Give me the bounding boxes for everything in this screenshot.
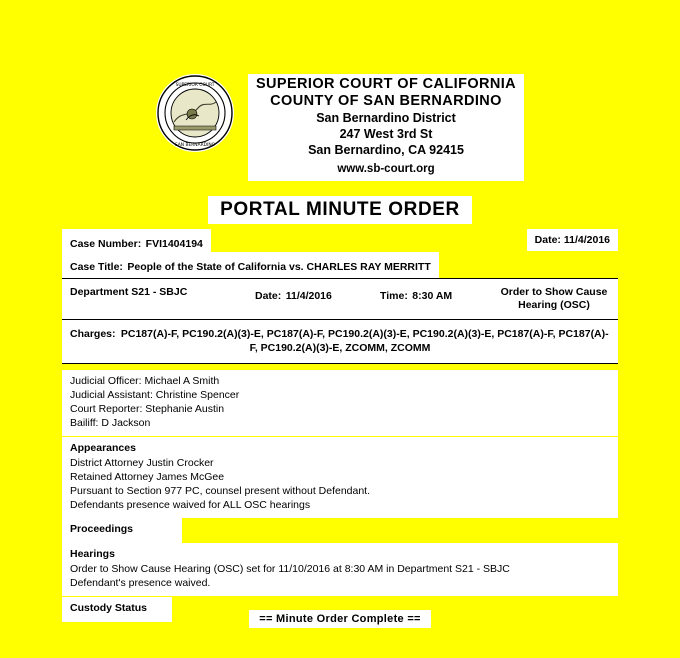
judicial-officer: Judicial Officer: Michael A Smith	[70, 375, 220, 387]
svg-text:SUPERIOR COURT: SUPERIOR COURT	[175, 83, 215, 88]
case-number-value: FVI1404194	[145, 238, 203, 250]
case-title-row	[62, 252, 618, 280]
hearing-type-line2: Hearing (OSC)	[518, 299, 590, 311]
hearing-time-value: 8:30 AM	[412, 290, 453, 302]
court-reporter: Court Reporter: Stephanie Austin	[70, 403, 225, 415]
court-city-state-zip: San Bernardino, CA 92415	[308, 143, 464, 157]
hearings-block	[62, 543, 618, 596]
court-name: SUPERIOR COURT OF CALIFORNIA	[255, 76, 517, 92]
case-title-value: People of the State of California vs. CHARLES RAY MERRITT	[127, 261, 431, 273]
footer-wrap	[0, 609, 680, 628]
document-header	[0, 74, 680, 181]
court-address-block	[248, 74, 524, 181]
bailiff: Bailiff: D Jackson	[70, 417, 151, 429]
judicial-assistant: Judicial Assistant: Christine Spencer	[70, 389, 240, 401]
court-website: www.sb-court.org	[337, 163, 435, 175]
charges-label: Charges:	[70, 328, 116, 340]
case-title-label: Case Title:	[70, 261, 123, 273]
hearing-line: Order to Show Cause Hearing (OSC) set for 11/10/2016 at 8:30 AM in Department S21 - SBJC	[70, 563, 510, 575]
case-number-label: Case Number:	[70, 238, 142, 250]
appearances-heading: Appearances	[70, 442, 136, 454]
proceedings-block	[62, 517, 182, 543]
page-title: PORTAL MINUTE ORDER	[208, 196, 472, 224]
appearance-line: Pursuant to Section 977 PC, counsel present without Defendant.	[70, 485, 371, 497]
court-district: San Bernardino District	[316, 111, 456, 125]
court-county: COUNTY OF SAN BERNARDINO	[270, 93, 502, 109]
hearing-date-label: Date:	[255, 290, 282, 302]
charges-value: PC187(A)-F, PC190.2(A)(3)-E, PC187(A)-F, PC190.2(A)(3)-E, PC190.2(A)(3)-E, PC187(A)-F, PC187(A)-F, PC190.2(A)(3)-E, ZCOMM, ZCOMM	[120, 328, 609, 354]
hearing-type-line1: Order to Show Cause	[500, 286, 608, 298]
charges-row	[62, 320, 618, 364]
appearance-line: Defendants presence waived for ALL OSC hearings	[70, 499, 311, 511]
document-date-value: 11/4/2016	[563, 234, 610, 246]
officers-block	[62, 370, 618, 436]
hearing-bar	[62, 278, 618, 320]
department-value: Department S21 - SBJC	[70, 286, 188, 298]
page-title-wrap	[0, 196, 680, 224]
hearing-time-label: Time:	[380, 290, 408, 302]
court-street: 247 West 3rd St	[339, 127, 433, 141]
appearance-line: District Attorney Justin Crocker	[70, 457, 214, 469]
document-date-label: Date:	[534, 234, 561, 246]
proceedings-heading: Proceedings	[70, 523, 134, 535]
custody-status-heading: Custody Status	[70, 602, 148, 614]
court-seal-icon	[156, 74, 234, 152]
hearing-line: Defendant's presence waived.	[70, 577, 211, 589]
hearings-heading: Hearings	[70, 548, 115, 560]
minute-order-complete: == Minute Order Complete ==	[249, 610, 431, 628]
svg-text:SAN BERNARDINO: SAN BERNARDINO	[174, 143, 216, 148]
hearing-date-value: 11/4/2016	[285, 290, 332, 302]
appearances-block	[62, 437, 618, 518]
document-date	[527, 229, 618, 251]
appearance-line: Retained Attorney James McGee	[70, 471, 225, 483]
